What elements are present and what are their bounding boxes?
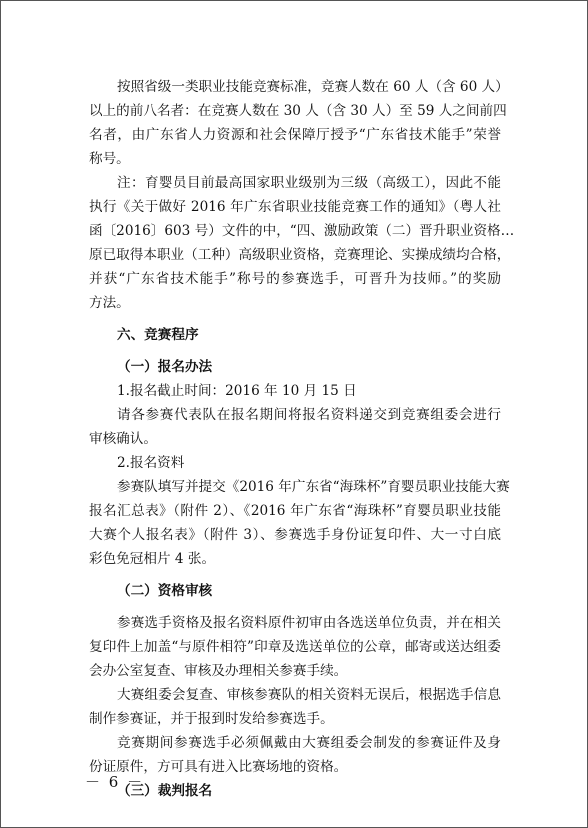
section-spacer [89,315,501,323]
committee-review-line: 大赛组委会复查、审核参赛队的相关资料无误后，根据选手信息 [117,687,501,703]
note-paragraph-line: 并获“广东省技术能手”称号的参赛选手，可晋升为技师。”的奖励 [89,271,501,287]
subsection-three-title: （三）裁判报名 [117,783,213,799]
registration-materials-title: 2.报名资料 [117,455,185,471]
section-spacer [89,571,501,579]
note-paragraph-line: 原已取得本职业（工种）高级职业资格，竞赛理论、实操成绩均合格， [89,247,511,263]
section-six-title: 六、竞赛程序 [117,327,199,343]
subsection-two-title: （二）资格审核 [117,583,213,599]
honor-paragraph-line: 按照省级一类职业技能竞赛标准，竞赛人数在 60 人（含 60 人） [117,79,509,95]
honor-paragraph-line: 称号。 [89,151,130,167]
note-paragraph-line: 注：育婴员目前最高国家职业级别为三级（高级工），因此不能 [117,175,501,191]
qualification-review-line: 会办公室复查、审核及办理相关参赛手续。 [89,663,348,679]
committee-review-line: 制作参赛证，并于报到时发给参赛选手。 [89,711,334,727]
registration-submit-line: 请各参赛代表队在报名期间将报名资料递交到竞赛组委会进行 [117,407,501,423]
note-paragraph-line: 方法。 [89,295,130,311]
note-paragraph-line: 函〔2016〕603 号）文件的中，“四、激励政策（二）晋升职业资格… [89,223,515,239]
document-content [89,75,515,803]
subsection-one-title: （一）报名办法 [117,359,213,375]
page-number: － 6 － [85,773,145,791]
honor-paragraph-line: 以上的前八名者：在竞赛人数在 30 人（含 30 人）至 59 人之间前四 [89,103,507,119]
id-requirement-line: 竞赛期间参赛选手必须佩戴由大赛组委会制发的参赛证件及身 [117,735,501,751]
registration-materials-line: 彩色免冠相片 4 张。 [89,551,216,567]
note-paragraph-line: 执行《关于做好 2016 年广东省职业技能竞赛工作的通知》（粤人社 [89,199,501,215]
honor-paragraph-line: 名者，由广东省人力资源和社会保障厅授予“广东省技术能手”荣誉 [89,127,501,143]
registration-submit-line: 审核确认。 [89,431,157,447]
qualification-review-line: 复印件上加盖“与原件相符”印章及选送单位的公章，邮寄或送达组委 [89,639,501,655]
id-requirement-line: 份证原件，方可具有进入比赛场地的资格。 [89,759,348,775]
registration-materials-line: 报名汇总表》（附件 2）、《2016 年广东省“海珠杯”育婴员职业技能 [89,503,501,519]
qualification-review-line: 参赛选手资格及报名资料原件初审由各选送单位负责，并在相关 [117,615,501,631]
registration-materials-line: 参赛队填写并提交《2016 年广东省“海珠杯”育婴员职业技能大赛 [117,479,510,495]
section-spacer [89,603,501,611]
section-spacer [89,347,501,355]
registration-materials-line: 大赛个人报名表》（附件 3）、参赛选手身份证复印件、大一寸白底 [89,527,501,543]
registration-deadline: 1.报名截止时间：2016 年 10 月 15 日 [117,383,357,399]
